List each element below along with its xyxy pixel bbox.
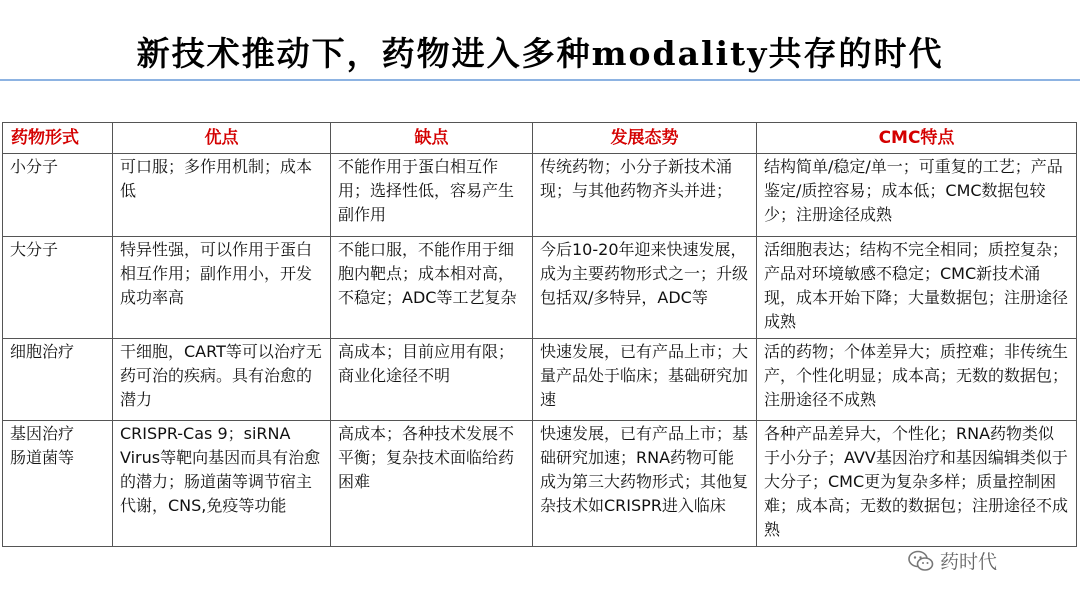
cell-cons: 不能作用于蛋白相互作用；选择性低，容易产生副作用 bbox=[331, 154, 533, 237]
slide-title: 新技术推动下，药物进入多种modality共存的时代 bbox=[136, 34, 944, 73]
table-row bbox=[3, 421, 1077, 547]
cell-form: 小分子 bbox=[3, 154, 113, 237]
cell-form: 大分子 bbox=[3, 237, 113, 339]
cell-trend: 快速发展，已有产品上市；基础研究加速；RNA药物可能成为第三大药物形式；其他复杂技术如CRISPR进入临床 bbox=[533, 421, 757, 547]
cell-trend: 快速发展，已有产品上市；大量产品处于临床；基础研究加速 bbox=[533, 339, 757, 421]
cell-form: 细胞治疗 bbox=[3, 339, 113, 421]
table-row bbox=[3, 339, 1077, 421]
wechat-icon bbox=[908, 550, 934, 572]
watermark-text: 药时代 bbox=[940, 551, 998, 573]
cell-pros: 特异性强，可以作用于蛋白相互作用；副作用小，开发成功率高 bbox=[113, 237, 331, 339]
header-pros: 优点 bbox=[113, 123, 331, 154]
header-cmc: CMC特点 bbox=[757, 123, 1077, 154]
cell-cons: 高成本；目前应用有限；商业化途径不明 bbox=[331, 339, 533, 421]
header-cons: 缺点 bbox=[331, 123, 533, 154]
watermark bbox=[908, 547, 997, 574]
table-row bbox=[3, 154, 1077, 237]
table-row bbox=[3, 237, 1077, 339]
cell-form: 基因治疗 肠道菌等 bbox=[3, 421, 113, 547]
cell-cmc: 活的药物；个体差异大；质控难；非传统生产，个性化明显；成本高；无数的数据包；注册途径不成熟 bbox=[757, 339, 1077, 421]
cell-cmc: 活细胞表达；结构不完全相同；质控复杂；产品对环境敏感不稳定；CMC新技术涌现，成本开始下降；大量数据包；注册途径成熟 bbox=[757, 237, 1077, 339]
cell-cons: 不能口服，不能作用于细胞内靶点；成本相对高，不稳定；ADC等工艺复杂 bbox=[331, 237, 533, 339]
cell-trend: 传统药物；小分子新技术涌现；与其他药物齐头并进； bbox=[533, 154, 757, 237]
cell-cmc: 各种产品差异大，个性化；RNA药物类似于小分子；AVV基因治疗和基因编辑类似于大分子；CMC更为复杂多样；质量控制困难；成本高；无数的数据包；注册途径不成熟 bbox=[757, 421, 1077, 547]
comparison-table bbox=[2, 122, 1077, 547]
header-drug-form: 药物形式 bbox=[3, 123, 113, 154]
cell-cons: 高成本；各种技术发展不平衡；复杂技术面临给药困难 bbox=[331, 421, 533, 547]
cell-cmc: 结构简单/稳定/单一；可重复的工艺；产品鉴定/质控容易；成本低；CMC数据包较少；注册途径成熟 bbox=[757, 154, 1077, 237]
table-header-row bbox=[3, 123, 1077, 154]
cell-pros: CRISPR-Cas 9；siRNA Virus等靶向基因而具有治愈的潜力；肠道菌等调节宿主代谢，CNS,免疫等功能 bbox=[113, 421, 331, 547]
cell-pros: 可口服；多作用机制；成本低 bbox=[113, 154, 331, 237]
cell-pros: 干细胞，CART等可以治疗无药可治的疾病。具有治愈的潜力 bbox=[113, 339, 331, 421]
cell-trend: 今后10-20年迎来快速发展，成为主要药物形式之一；升级包括双/多特异，ADC等 bbox=[533, 237, 757, 339]
header-trend: 发展态势 bbox=[533, 123, 757, 154]
title-divider bbox=[0, 79, 1080, 81]
